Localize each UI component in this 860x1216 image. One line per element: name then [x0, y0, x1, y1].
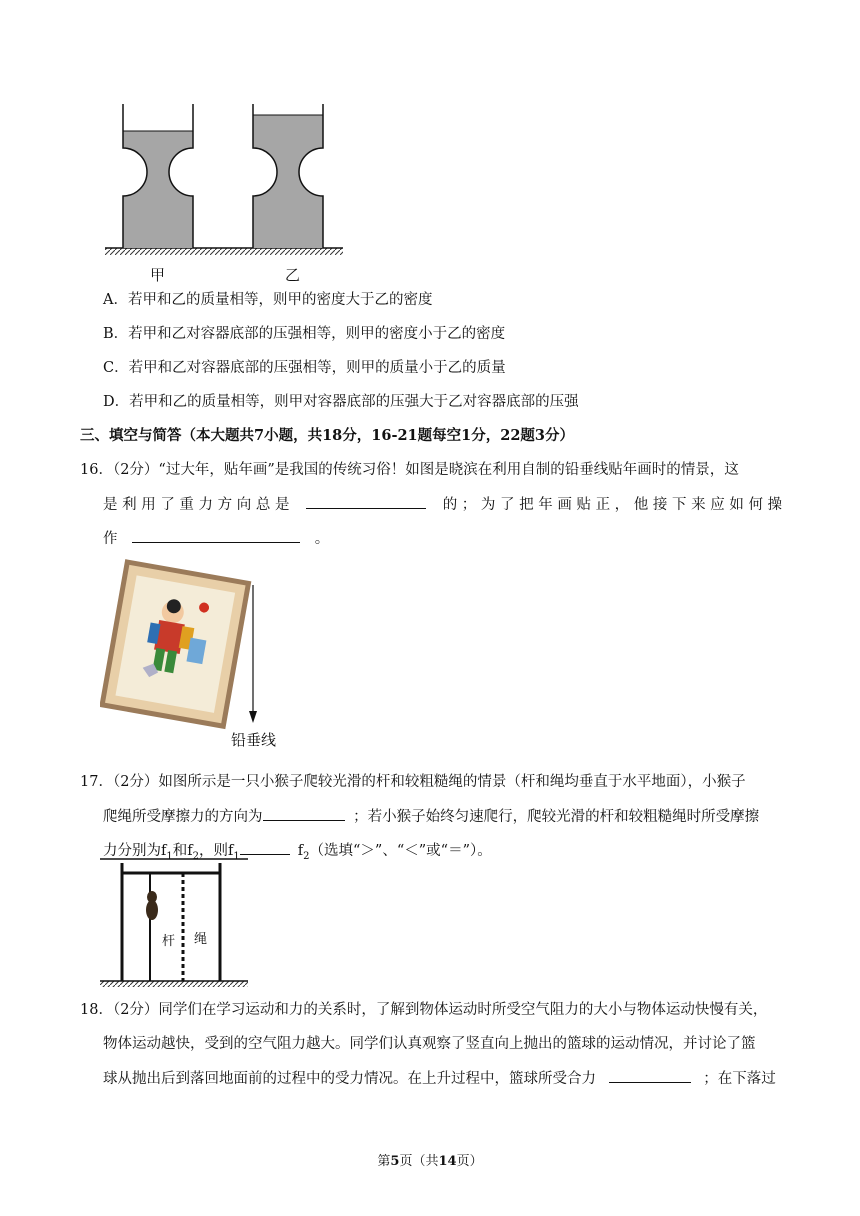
- q17-text-g: （选填“＞”、“＜”或“＝”）。: [309, 843, 492, 859]
- plumb-bob: [249, 711, 257, 723]
- q18-line1: 18．（2分）同学们在学习运动和力的关系时，了解到物体运动时所受空气阻力的大小与物体运动快慢有关，: [80, 1002, 768, 1018]
- q17-line2: [103, 806, 759, 827]
- q16-text-a: 是 利 用 了 重 力 方 向 总 是: [103, 497, 290, 513]
- q17-sub-3: 1: [233, 850, 240, 862]
- label-yi: 乙: [285, 266, 301, 284]
- q18-line2: 物体运动越快，受到的空气阻力越大。同学们认真观察了竖直向上抛出的篮球的运动情况，并讨论了篮: [103, 1036, 756, 1052]
- footer-middle: 页（共: [399, 1154, 439, 1169]
- q16-blank-2[interactable]: [132, 528, 300, 543]
- container-yi: [253, 104, 323, 248]
- q16-text-c: 作: [103, 531, 118, 547]
- q17-blank-1[interactable]: [263, 806, 345, 821]
- section-heading: 三、填空与简答（本大题共7小题，共18分，16-21题每空1分，22题3分）: [80, 427, 574, 444]
- q17-text-a: 爬绳所受摩擦力的方向为: [103, 809, 263, 825]
- q16-line3: [103, 528, 329, 549]
- q17-line1: 17．（2分）如图所示是一只小猴子爬较光滑的杆和较粗糙绳的情景（杆和绳均垂直于水平地面），小猴子: [80, 774, 746, 790]
- rod-label: 杆: [162, 934, 176, 949]
- new-year-picture-figure: [100, 555, 270, 755]
- q18-blank-1[interactable]: [609, 1068, 691, 1083]
- q18-text-b: ；在下落过: [703, 1071, 776, 1087]
- q17-blank-2[interactable]: [240, 840, 290, 855]
- option-a: A．若甲和乙的质量相等，则甲的密度大于乙的密度: [103, 292, 433, 308]
- q16-blank-1[interactable]: [306, 494, 426, 509]
- q16-text-b: 的 ； 为 了 把 年 画 贴 正 ， 他 接 下 来 应 如 何 操: [442, 497, 783, 513]
- q18-text-a: 球从抛出后到落回地面前的过程中的受力情况。在上升过程中，篮球所受合力: [103, 1071, 596, 1087]
- q17-sub-2: 2: [192, 850, 199, 862]
- q17-text-b: ；若小猴子始终匀速爬行，爬较光滑的杆和较粗糙绳时所受摩擦: [353, 809, 760, 825]
- footer-prefix: 第: [377, 1154, 391, 1169]
- containers-figure: [100, 100, 345, 285]
- page-footer: [0, 1150, 860, 1169]
- q17-text-d: 和f: [172, 843, 193, 859]
- option-b: B．若甲和乙对容器底部的压强相等，则甲的密度小于乙的密度: [103, 326, 506, 342]
- ground-hatch: [105, 248, 343, 255]
- q17-text-c: 力分别为f: [103, 843, 167, 859]
- ground-hatch-2: [100, 981, 248, 987]
- footer-page-number: 5: [390, 1154, 400, 1169]
- option-d: D．若甲和乙的质量相等，则甲对容器底部的压强大于乙对容器底部的压强: [103, 394, 579, 410]
- label-jia: 甲: [150, 266, 166, 284]
- footer-total-pages: 14: [438, 1154, 457, 1169]
- footer-suffix: 页）: [456, 1154, 483, 1169]
- plumb-line-label: 铅垂线: [231, 731, 277, 749]
- q16-line2: [103, 494, 782, 515]
- q16-text-d: 。: [314, 531, 330, 547]
- q17-text-e: ，则f: [199, 843, 234, 859]
- monkey-icon: [146, 891, 158, 920]
- option-c: C．若甲和乙对容器底部的压强相等，则甲的质量小于乙的质量: [103, 360, 506, 376]
- q18-line3: [103, 1068, 776, 1089]
- rope-label: 绳: [194, 932, 208, 947]
- container-jia: [123, 104, 193, 248]
- rod-rope-figure: [100, 855, 250, 990]
- q17-sub-1: 1: [166, 850, 173, 862]
- q17-text-f: f: [297, 843, 304, 859]
- q17-sub-4: 2: [303, 850, 310, 862]
- q16-line1: 16．（2分）“过大年，贴年画”是我国的传统习俗！如图是晓滨在利用自制的铅垂线贴年画时的情景，这: [80, 462, 739, 478]
